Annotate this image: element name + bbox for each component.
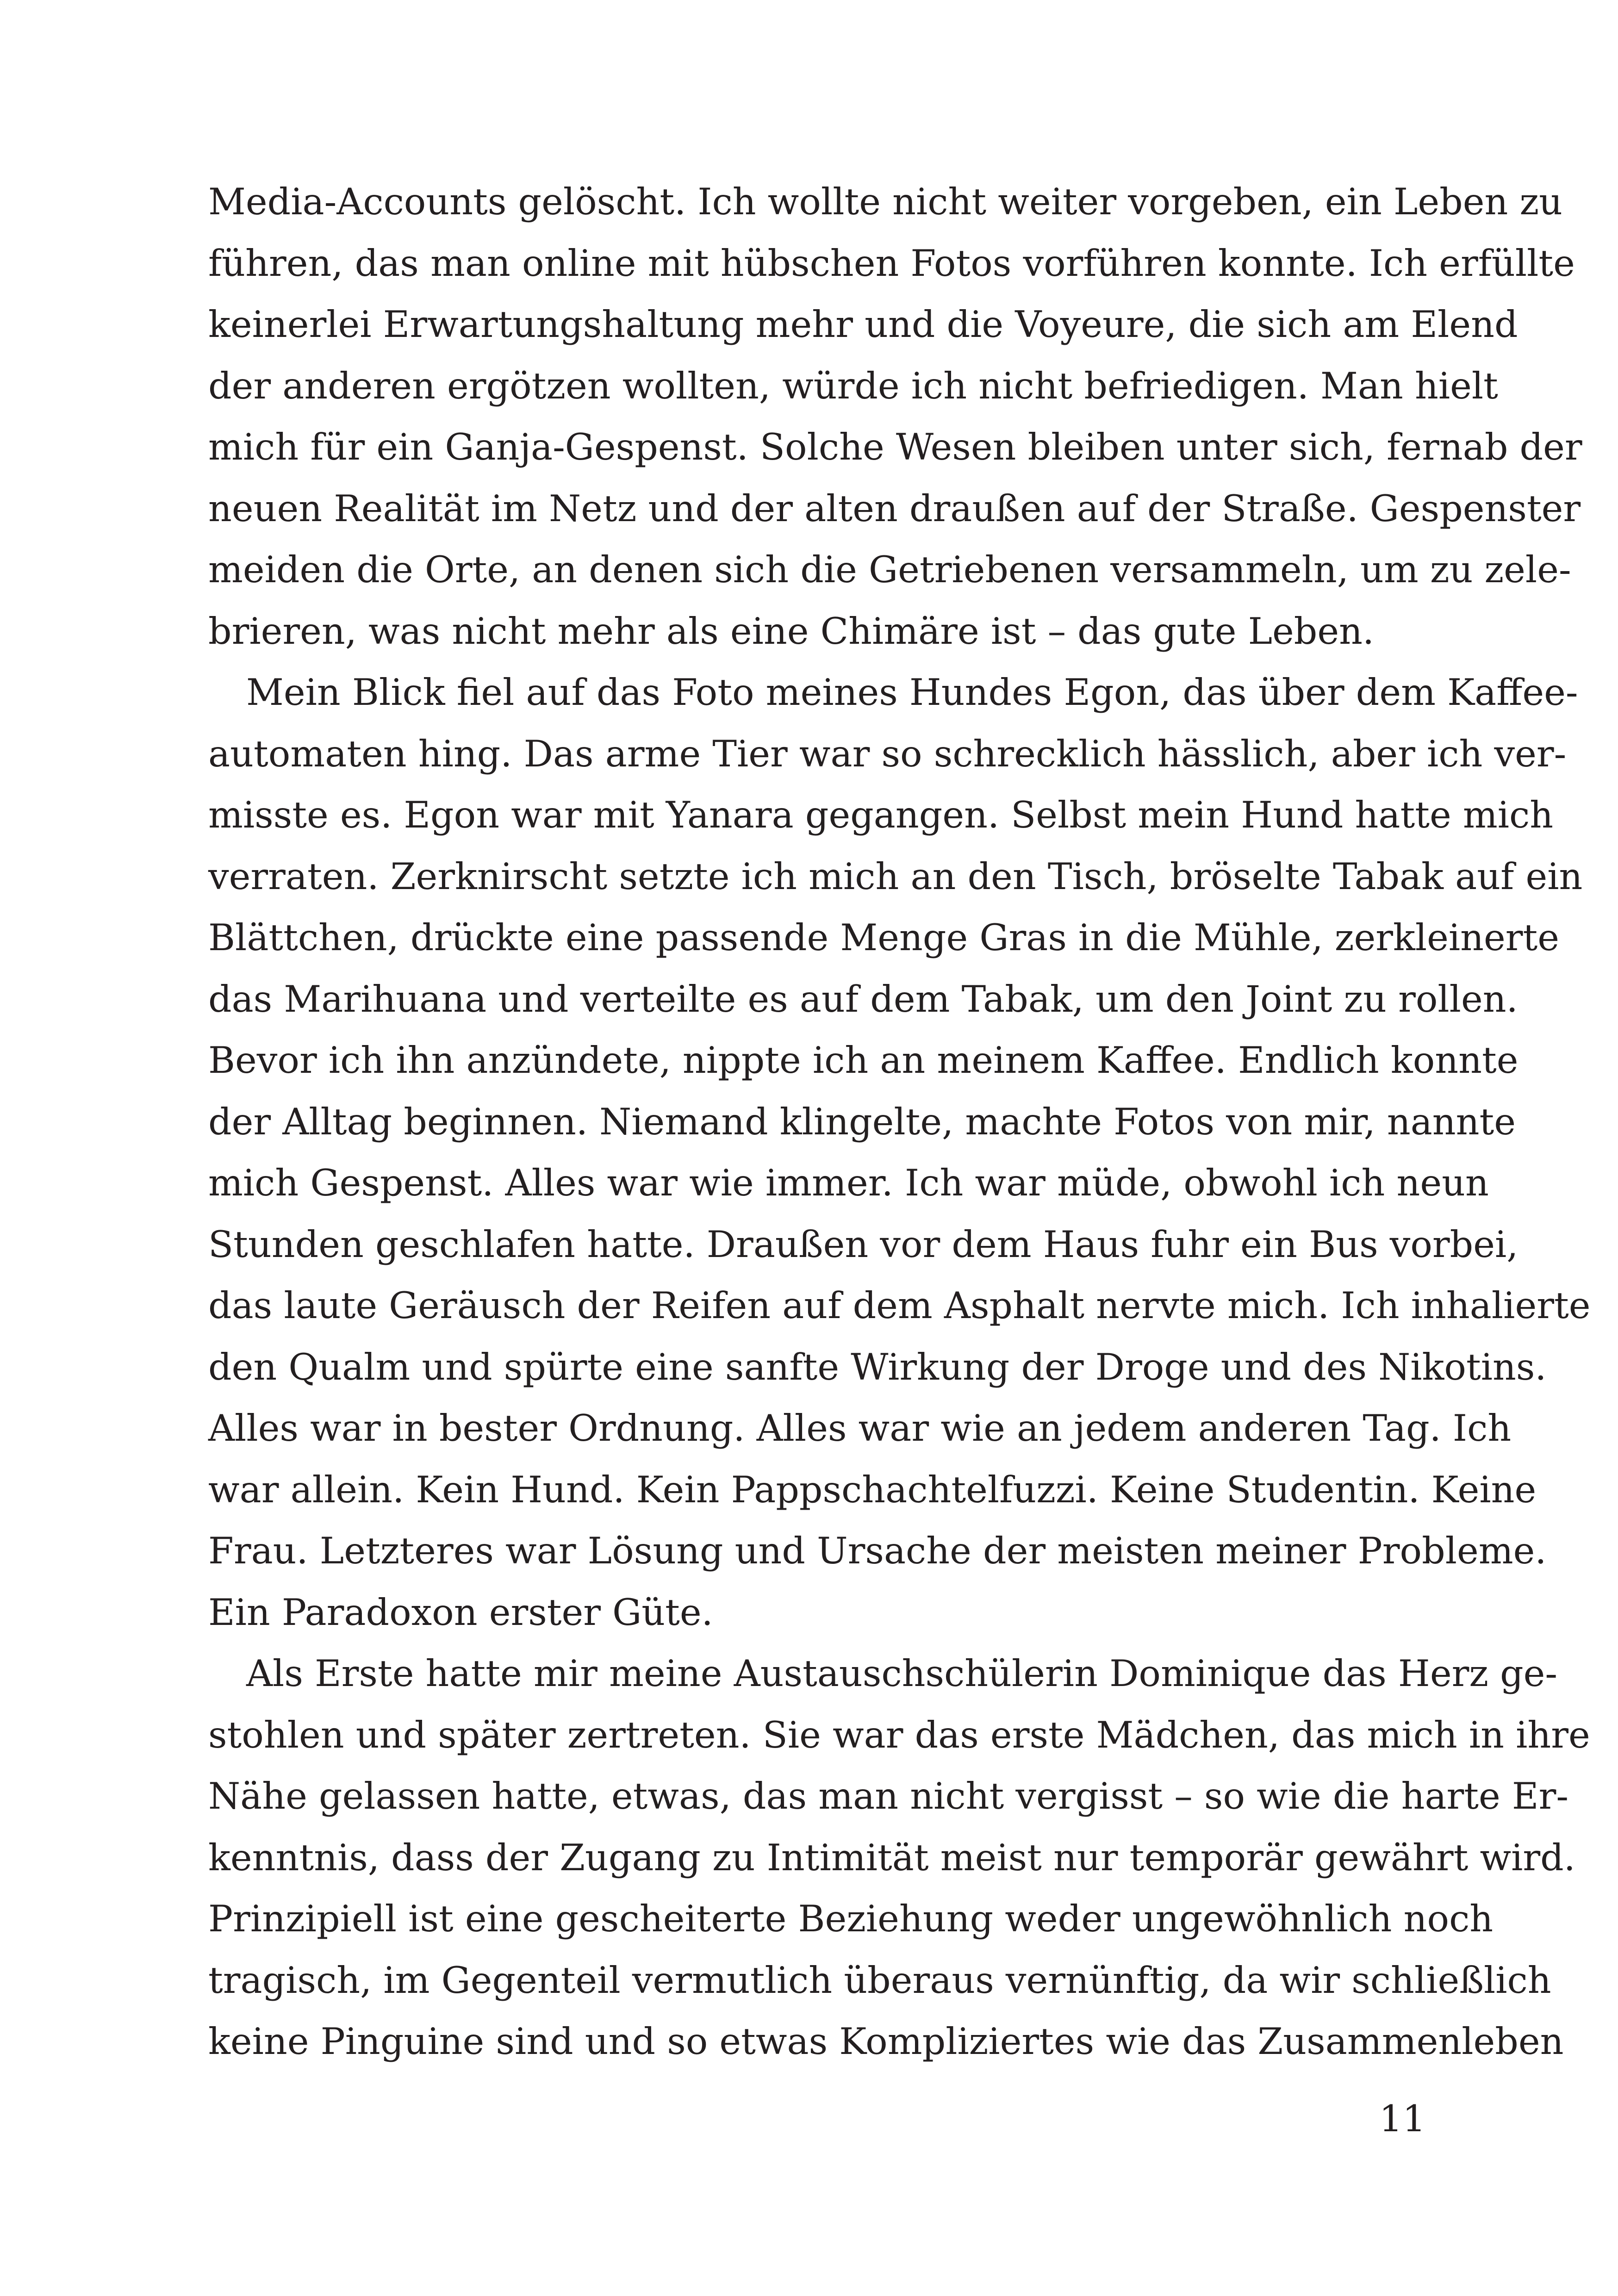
text-line: führen, das man online mit hübschen Fotos vorführen konnte. Ich erfüllte bbox=[208, 242, 1575, 285]
text-line: Ein Paradoxon erster Güte. bbox=[208, 1591, 713, 1634]
text-line: Alles war in bester Ordnung. Alles war wie an jedem anderen Tag. Ich bbox=[208, 1407, 1512, 1450]
text-line: Nähe gelassen hatte, etwas, das man nicht vergisst – so wie die harte Er- bbox=[208, 1775, 1569, 1817]
text-line: Mein Blick fiel auf das Foto meines Hundes Egon, das über dem Kaffee- bbox=[246, 671, 1578, 714]
text-line: Media-Accounts gelöscht. Ich wollte nicht weiter vorgeben, ein Leben zu bbox=[208, 180, 1562, 223]
text-line: Als Erste hatte mir meine Austauschschülerin Dominique das Herz ge- bbox=[246, 1652, 1558, 1695]
text-line: keine Pinguine sind und so etwas Kompliziertes wie das Zusammenleben bbox=[208, 2020, 1564, 2063]
text-line: mich Gespenst. Alles war wie immer. Ich war müde, obwohl ich neun bbox=[208, 1162, 1489, 1204]
text-line: Frau. Letzteres war Lösung und Ursache der meisten meiner Probleme. bbox=[208, 1530, 1547, 1572]
body-text bbox=[208, 171, 1591, 2072]
text-line: tragisch, im Gegenteil vermutlich überaus vernünftig, da wir schließlich bbox=[208, 1959, 1551, 2002]
text-line: Blättchen, drückte eine passende Menge Gras in die Mühle, zerkleinerte bbox=[208, 916, 1560, 959]
text-line: kenntnis, dass der Zugang zu Intimität meist nur temporär gewährt wird. bbox=[208, 1836, 1575, 1879]
text-line: war allein. Kein Hund. Kein Pappschachtelfuzzi. Keine Studentin. Keine bbox=[208, 1468, 1537, 1511]
page-number: 11 bbox=[1379, 2097, 1426, 2140]
text-line: Prinzipiell ist eine gescheiterte Beziehung weder ungewöhnlich noch bbox=[208, 1898, 1494, 1940]
text-line: verraten. Zerknirscht setzte ich mich an den Tisch, bröselte Tabak auf ein bbox=[208, 855, 1583, 898]
text-line: mich für ein Ganja-Gespenst. Solche Wesen bleiben unter sich, fernab der bbox=[208, 426, 1582, 468]
text-line: das laute Geräusch der Reifen auf dem Asphalt nervte mich. Ich inhalierte bbox=[208, 1284, 1591, 1327]
text-line: stohlen und später zertreten. Sie war das erste Mädchen, das mich in ihre bbox=[208, 1713, 1590, 1756]
text-line: misste es. Egon war mit Yanara gegangen. Selbst mein Hund hatte mich bbox=[208, 794, 1554, 836]
text-line: brieren, was nicht mehr als eine Chimäre ist – das gute Leben. bbox=[208, 610, 1375, 653]
text-line: das Marihuana und verteilte es auf dem Tabak, um den Joint zu rollen. bbox=[208, 977, 1518, 1020]
text-line: der anderen ergötzen wollten, würde ich nicht befriedigen. Man hielt bbox=[208, 364, 1498, 407]
text-line: Stunden geschlafen hatte. Draußen vor dem Haus fuhr ein Bus vorbei, bbox=[208, 1223, 1518, 1266]
text-line: meiden die Orte, an denen sich die Getriebenen versammeln, um zu zele- bbox=[208, 548, 1571, 591]
text-line: Bevor ich ihn anzündete, nippte ich an meinem Kaffee. Endlich konnte bbox=[208, 1039, 1518, 1082]
text-line: der Alltag beginnen. Niemand klingelte, machte Fotos von mir, nannte bbox=[208, 1100, 1516, 1143]
text-line: den Qualm und spürte eine sanfte Wirkung der Droge und des Nikotins. bbox=[208, 1345, 1547, 1388]
text-line: keinerlei Erwartungshaltung mehr und die Voyeure, die sich am Elend bbox=[208, 303, 1518, 346]
text-line: neuen Realität im Netz und der alten draußen auf der Straße. Gespenster bbox=[208, 487, 1581, 530]
text-line: automaten hing. Das arme Tier war so schrecklich hässlich, aber ich ver- bbox=[208, 732, 1567, 775]
